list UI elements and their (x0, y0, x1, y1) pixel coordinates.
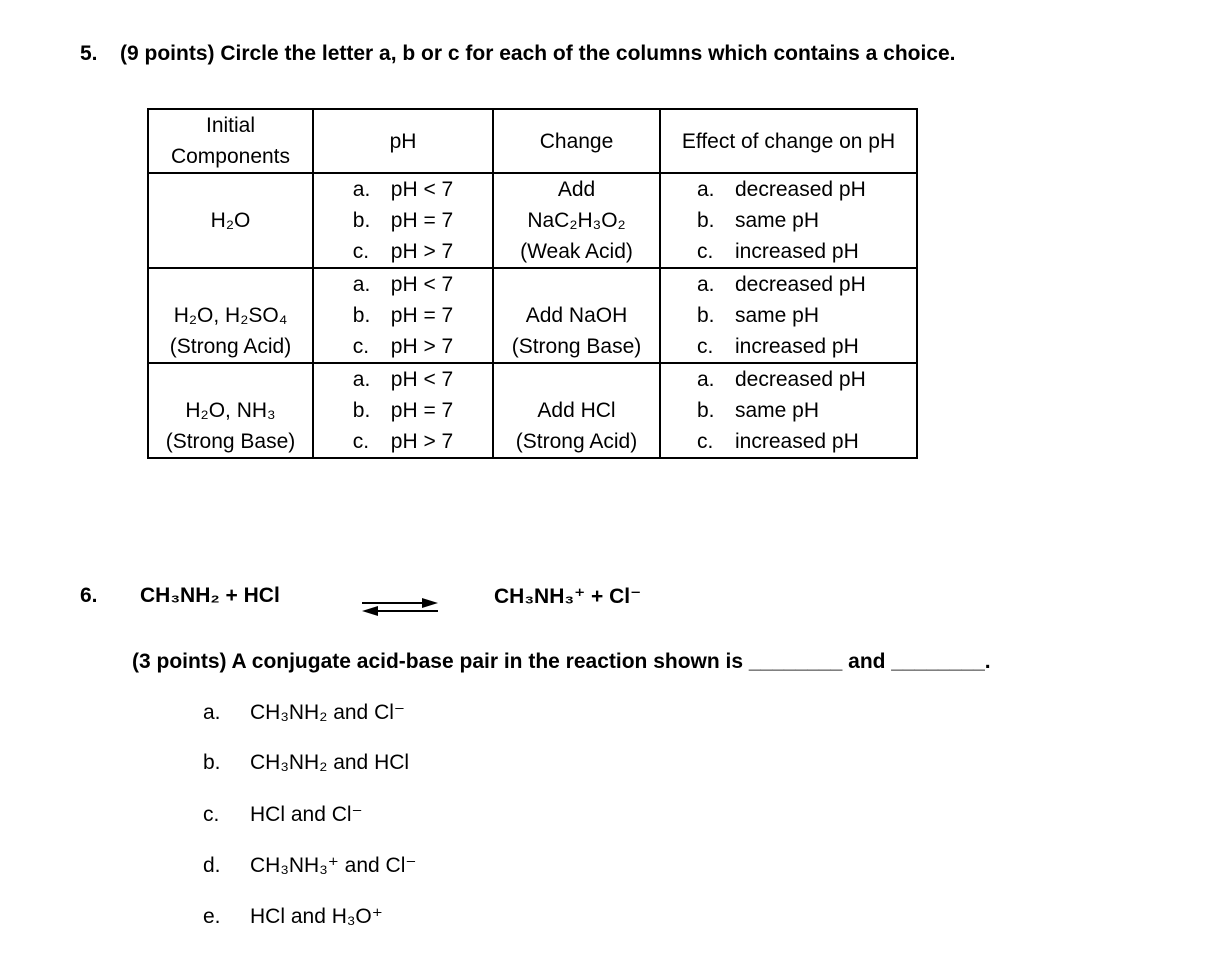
reaction-reactants: CH₃NH₂ + HCl (140, 584, 280, 607)
components-line: H₂O, NH₃ (185, 399, 276, 422)
ph-option-c[interactable]: c. pH > 7 (352, 240, 454, 263)
effect-options-cell (660, 268, 917, 363)
ph-option-a[interactable]: a. pH < 7 (352, 368, 454, 391)
choice-b[interactable]: b. CH₃NH₂ and HCl (203, 751, 410, 774)
ph-options-cell (313, 363, 493, 458)
ph-option-b[interactable]: b. pH = 7 (352, 304, 454, 327)
question-6-number: 6. (80, 584, 98, 607)
components-cell (148, 173, 313, 268)
header-effect: Effect of change on pH (660, 109, 917, 173)
effect-option-a[interactable]: a. decreased pH (697, 178, 866, 201)
choice-e[interactable]: e. HCl and H₃O⁺ (203, 905, 383, 928)
change-line: Add (557, 178, 596, 201)
components-line: (Strong Base) (165, 430, 296, 453)
header-change: Change (493, 109, 660, 173)
effect-option-c[interactable]: c. increased pH (697, 240, 859, 263)
reaction-products: CH₃NH₃⁺ + Cl⁻ (494, 585, 642, 608)
answer-choices (203, 700, 416, 955)
effect-option-b[interactable]: b. same pH (697, 399, 820, 422)
effect-options-cell (660, 173, 917, 268)
components-line: H₂O, H₂SO₄ (173, 304, 288, 327)
table-header-row (148, 109, 917, 173)
question-number: 5. (80, 42, 98, 65)
ph-options-cell (313, 173, 493, 268)
effect-option-a[interactable]: a. decreased pH (697, 368, 866, 391)
ph-option-c[interactable]: c. pH > 7 (352, 430, 454, 453)
choice-a[interactable]: a. CH₃NH₂ and Cl⁻ (203, 701, 405, 724)
table-row (148, 173, 917, 268)
ph-option-c[interactable]: c. pH > 7 (352, 335, 454, 358)
effect-options-cell (660, 363, 917, 458)
components-cell (148, 268, 313, 363)
choice-d[interactable]: d. CH₃NH₃⁺ and Cl⁻ (203, 854, 417, 877)
change-line: Add HCl (537, 399, 616, 422)
change-cell (493, 268, 660, 363)
choice-c[interactable]: c. HCl and Cl⁻ (203, 803, 363, 826)
change-line: (Weak Acid) (520, 240, 633, 263)
question-6-text: (3 points) A conjugate acid-base pair in the reaction shown is ________ and ________. (132, 650, 991, 673)
effect-option-c[interactable]: c. increased pH (697, 335, 859, 358)
ph-choice-table (147, 108, 918, 459)
header-initial-components: Initial Components (148, 109, 313, 173)
components-line: H₂O (210, 209, 251, 232)
change-line: (Strong Base) (511, 335, 642, 358)
ph-option-a[interactable]: a. pH < 7 (352, 273, 454, 296)
change-cell (493, 363, 660, 458)
change-cell (493, 173, 660, 268)
table-row (148, 363, 917, 458)
effect-option-b[interactable]: b. same pH (697, 209, 820, 232)
equilibrium-arrows-icon (360, 596, 440, 618)
header-ph: pH (313, 109, 493, 173)
change-line: NaC₂H₃O₂ (527, 209, 626, 232)
change-line: (Strong Acid) (515, 430, 638, 453)
ph-option-a[interactable]: a. pH < 7 (352, 178, 454, 201)
components-cell (148, 363, 313, 458)
ph-option-b[interactable]: b. pH = 7 (352, 209, 454, 232)
question-5-heading (80, 42, 956, 66)
ph-option-b[interactable]: b. pH = 7 (352, 399, 454, 422)
ph-options-cell (313, 268, 493, 363)
change-line: Add NaOH (525, 304, 628, 327)
effect-option-b[interactable]: b. same pH (697, 304, 820, 327)
effect-option-c[interactable]: c. increased pH (697, 430, 859, 453)
table-row (148, 268, 917, 363)
effect-option-a[interactable]: a. decreased pH (697, 273, 866, 296)
question-text: (9 points) Circle the letter a, b or c for each of the columns which contains a choice. (120, 42, 956, 65)
components-line: (Strong Acid) (169, 335, 292, 358)
